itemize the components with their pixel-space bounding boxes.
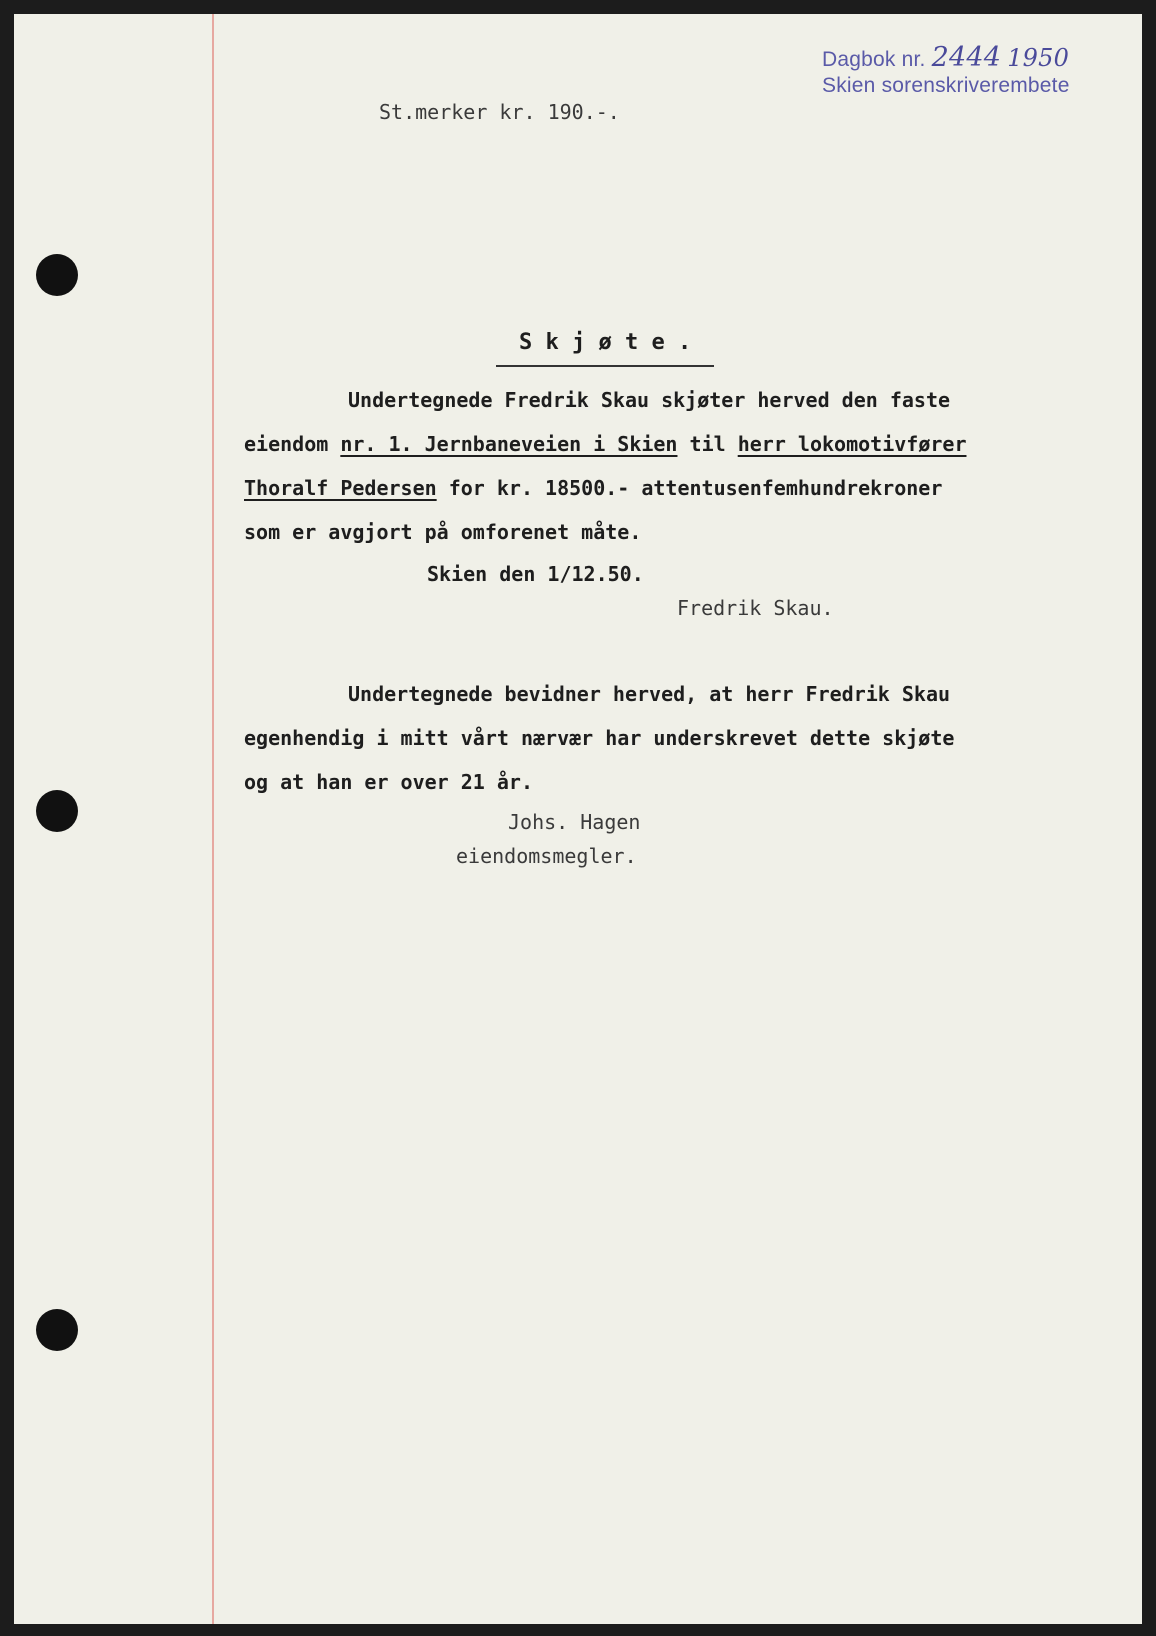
- deed-line-1: Undertegnede Fredrik Skau skjøter herved den faste: [348, 388, 951, 412]
- deed-line-2: [244, 432, 966, 456]
- witness-line-2: egenhendig i mitt vårt nærvær har underskrevet dette skjøte: [244, 726, 955, 750]
- property-address: nr. 1. Jernbaneveien i Skien: [340, 432, 678, 456]
- witness-line-1: Undertegnede bevidner herved, at herr Fredrik Skau: [348, 682, 951, 706]
- deed-price: for kr. 18500.- attentusenfemhundrekroner: [436, 476, 943, 500]
- deed-line-4: som er avgjort på omforenet måte.: [244, 520, 642, 544]
- deed-line-2-c: til: [677, 432, 738, 456]
- punch-hole: [36, 790, 78, 832]
- journal-stamp-line1: [822, 42, 1069, 73]
- deed-line-3: [244, 476, 942, 500]
- document-page: [14, 14, 1142, 1624]
- deed-line-2-a: eiendom: [244, 432, 341, 456]
- punch-hole: [36, 1309, 78, 1351]
- deed-title: S k j ø t e .: [519, 330, 692, 355]
- journal-stamp-line2: Skien sorenskriverembete: [822, 74, 1070, 97]
- buyer-title: herr lokomotivfører: [737, 432, 967, 456]
- stamp-prefix: Dagbok nr.: [822, 48, 926, 71]
- witness-name: Johs. Hagen: [508, 810, 641, 834]
- buyer-name: Thoralf Pedersen: [244, 476, 437, 500]
- place-date: Skien den 1/12.50.: [427, 562, 644, 586]
- stamp-number: 2444: [931, 42, 1002, 73]
- stamp-duty-text: St.merker kr. 190.-.: [379, 100, 620, 124]
- stamp-year: 1950: [1007, 44, 1070, 72]
- witness-line-3: og at han er over 21 år.: [244, 770, 533, 794]
- witness-role: eiendomsmegler.: [456, 844, 637, 868]
- seller-signature: Fredrik Skau.: [677, 596, 834, 620]
- margin-line: [212, 14, 214, 1624]
- punch-hole: [36, 254, 78, 296]
- title-underline: [496, 365, 714, 367]
